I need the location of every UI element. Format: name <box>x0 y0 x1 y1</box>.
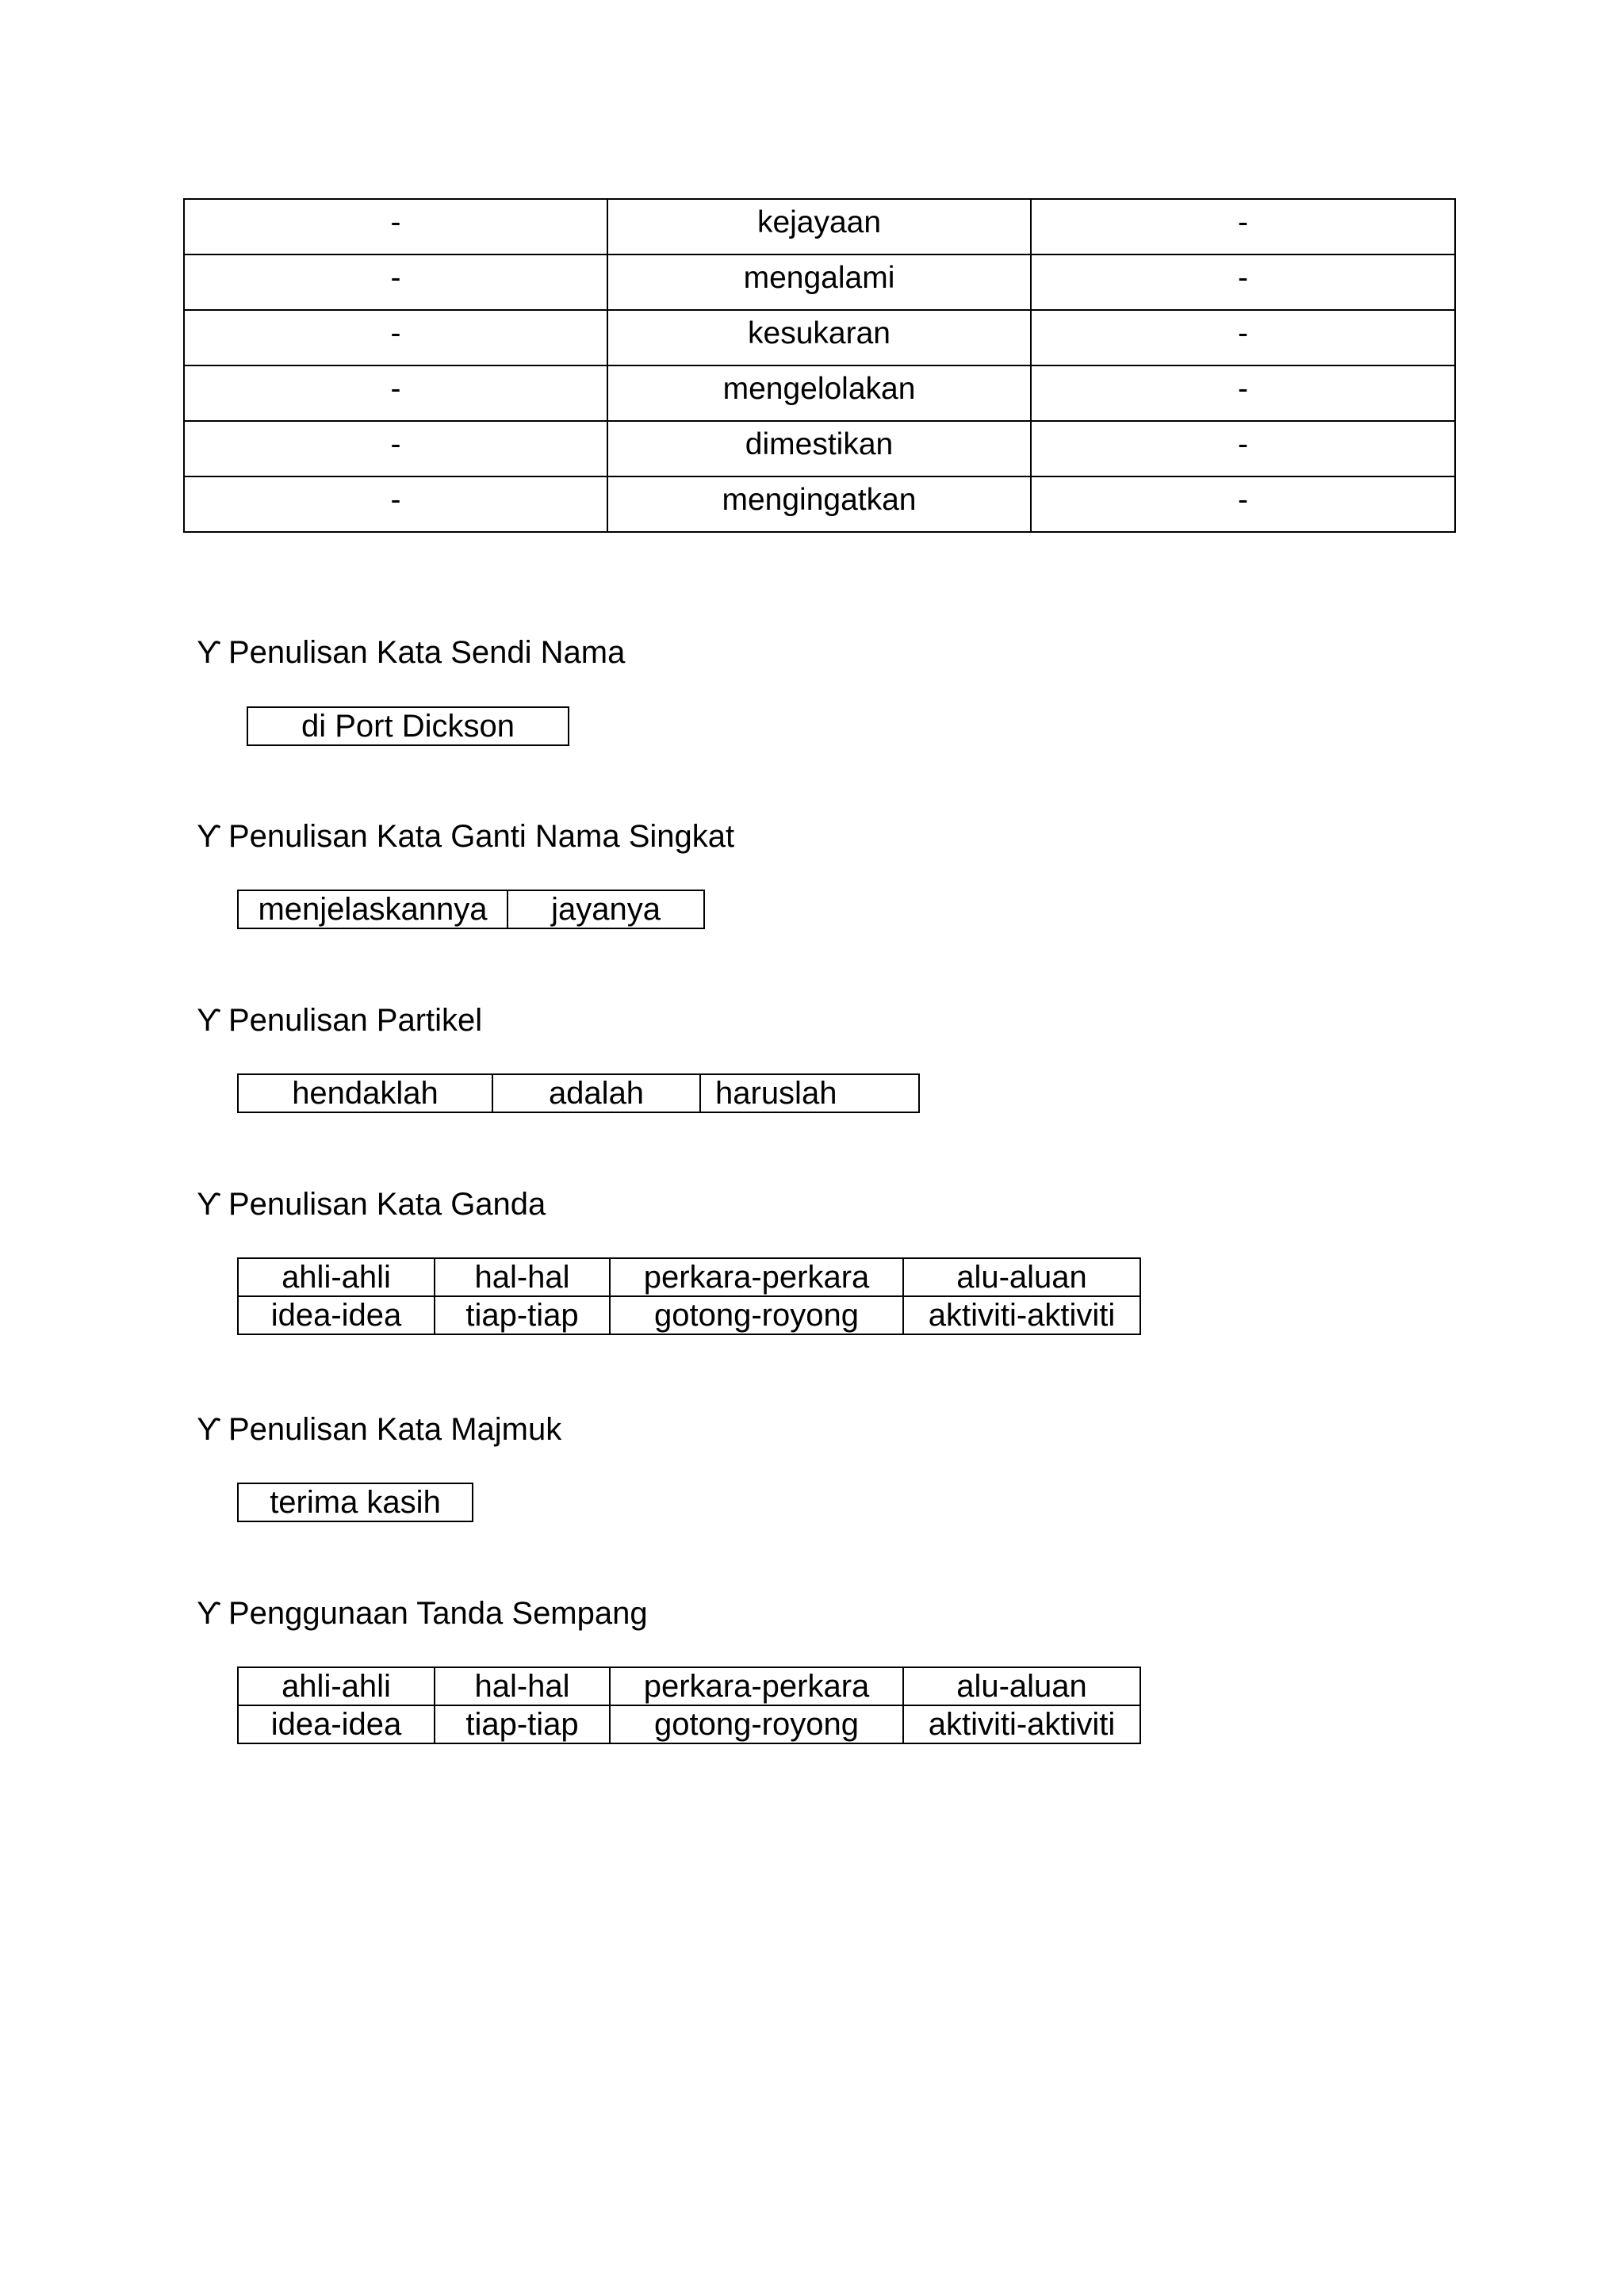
table-cell: hal-hal <box>435 1667 610 1705</box>
bullet-icon: ϒ <box>197 1187 221 1222</box>
table-row <box>238 890 704 928</box>
table-cell: perkara-perkara <box>610 1258 903 1296</box>
bullet-icon: ϒ <box>197 1003 221 1038</box>
heading-text: Penulisan Kata Ganda <box>228 1187 546 1222</box>
table-row <box>184 254 1455 310</box>
table-cell: hal-hal <box>435 1258 610 1296</box>
table-cell: menjelaskannya <box>238 890 508 928</box>
heading-text: Penulisan Kata Ganti Nama Singkat <box>228 819 735 854</box>
table-cell: - <box>184 476 607 532</box>
section-heading-partikel <box>197 1004 482 1036</box>
word-table <box>183 198 1456 533</box>
table-cell: mengingatkan <box>607 476 1031 532</box>
table-row <box>184 199 1455 254</box>
bullet-icon: ϒ <box>197 1412 221 1447</box>
table-row <box>238 1705 1140 1743</box>
table-cell: tiap-tiap <box>435 1296 610 1334</box>
table-cell: dimestikan <box>607 421 1031 476</box>
table-cell: - <box>184 254 607 310</box>
table-cell: - <box>1031 199 1455 254</box>
table-cell: - <box>184 199 607 254</box>
section-heading-ganti-nama <box>197 821 734 852</box>
table-cell: idea-idea <box>238 1296 435 1334</box>
heading-text: Penulisan Kata Majmuk <box>228 1412 562 1447</box>
table-cell: mengalami <box>607 254 1031 310</box>
table-cell: aktiviti-aktiviti <box>903 1705 1140 1743</box>
table-cell: mengelolakan <box>607 365 1031 421</box>
table-cell: ahli-ahli <box>238 1258 435 1296</box>
table-row <box>238 1074 919 1112</box>
section-heading-kata-ganda <box>197 1188 546 1220</box>
table-cell: idea-idea <box>238 1705 435 1743</box>
bullet-icon: ϒ <box>197 635 221 670</box>
table-cell: alu-aluan <box>903 1667 1140 1705</box>
table-cell: tiap-tiap <box>435 1705 610 1743</box>
sendi-nama-box <box>247 706 569 746</box>
partikel-box <box>237 1073 920 1113</box>
table-cell: hendaklah <box>238 1074 492 1112</box>
table-row <box>238 1296 1140 1334</box>
heading-text: Penulisan Kata Sendi Nama <box>228 635 626 670</box>
table-row <box>238 1667 1140 1705</box>
table-row <box>247 707 569 745</box>
table-row <box>238 1483 473 1521</box>
table-cell: - <box>1031 365 1455 421</box>
table-cell: haruslah <box>700 1074 919 1112</box>
table-cell: alu-aluan <box>903 1258 1140 1296</box>
table-cell: adalah <box>492 1074 700 1112</box>
kata-ganda-table <box>237 1257 1141 1335</box>
table-cell: aktiviti-aktiviti <box>903 1296 1140 1334</box>
table-cell: kejayaan <box>607 199 1031 254</box>
table-row <box>238 1258 1140 1296</box>
table-cell: - <box>1031 421 1455 476</box>
table-cell: jayanya <box>508 890 704 928</box>
table-cell: perkara-perkara <box>610 1667 903 1705</box>
table-cell: gotong-royong <box>610 1705 903 1743</box>
table-cell: ahli-ahli <box>238 1667 435 1705</box>
table-row <box>184 476 1455 532</box>
bullet-icon: ϒ <box>197 1596 221 1631</box>
table-cell: - <box>184 421 607 476</box>
table-cell: di Port Dickson <box>247 707 569 745</box>
bullet-icon: ϒ <box>197 819 221 854</box>
tanda-sempang-table <box>237 1667 1141 1744</box>
table-row <box>184 365 1455 421</box>
section-heading-tanda-sempang <box>197 1598 648 1629</box>
table-row <box>184 310 1455 365</box>
table-cell: - <box>1031 476 1455 532</box>
table-cell: gotong-royong <box>610 1296 903 1334</box>
table-row <box>184 421 1455 476</box>
table-cell: - <box>184 365 607 421</box>
kata-majmuk-box <box>237 1483 473 1522</box>
section-heading-kata-majmuk <box>197 1414 561 1445</box>
heading-text: Penggunaan Tanda Sempang <box>228 1596 648 1631</box>
ganti-nama-box <box>237 890 705 929</box>
table-cell: kesukaran <box>607 310 1031 365</box>
table-cell: - <box>1031 310 1455 365</box>
table-cell: terima kasih <box>238 1483 473 1521</box>
heading-text: Penulisan Partikel <box>228 1003 483 1038</box>
section-heading-sendi-nama <box>197 637 625 668</box>
table-cell: - <box>1031 254 1455 310</box>
table-cell: - <box>184 310 607 365</box>
